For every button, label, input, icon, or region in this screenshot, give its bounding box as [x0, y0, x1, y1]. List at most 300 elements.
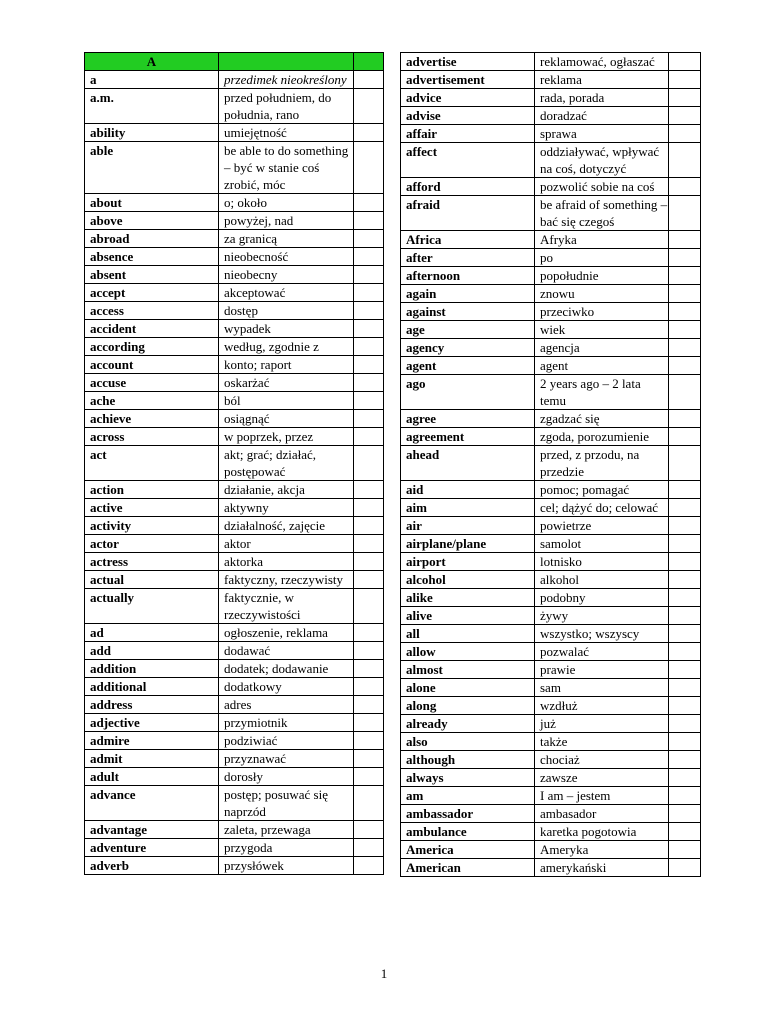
blank-cell [669, 357, 701, 375]
polish-translation: lotnisko [535, 553, 669, 571]
blank-cell [354, 714, 384, 732]
polish-translation: przeciwko [535, 303, 669, 321]
blank-cell [669, 125, 701, 143]
polish-translation: dostęp [219, 302, 354, 320]
blank-cell [669, 823, 701, 841]
blank-cell [669, 625, 701, 643]
vocab-row [401, 71, 701, 89]
polish-translation: wzdłuż [535, 697, 669, 715]
polish-translation: chociaż [535, 751, 669, 769]
blank-cell [354, 320, 384, 338]
blank-cell [669, 751, 701, 769]
english-word: alone [401, 679, 535, 697]
vocab-row [85, 428, 384, 446]
vocab-row [401, 285, 701, 303]
english-word: afraid [401, 196, 535, 231]
polish-translation: be afraid of something – bać się czegoś [535, 196, 669, 231]
polish-translation: działanie, akcja [219, 481, 354, 499]
section-header-cell [354, 53, 384, 71]
english-word: accept [85, 284, 219, 302]
vocab-row [85, 392, 384, 410]
vocab-row [85, 678, 384, 696]
english-word: advice [401, 89, 535, 107]
polish-translation: przyznawać [219, 750, 354, 768]
vocab-row [401, 589, 701, 607]
vocab-row [401, 410, 701, 428]
vocab-row [401, 607, 701, 625]
vocab-row [85, 750, 384, 768]
english-word: adult [85, 768, 219, 786]
english-word: a [85, 71, 219, 89]
polish-translation: popołudnie [535, 267, 669, 285]
polish-translation: ogłoszenie, reklama [219, 624, 354, 642]
english-word: agent [401, 357, 535, 375]
blank-cell [669, 231, 701, 249]
blank-cell [669, 679, 701, 697]
english-word: aid [401, 481, 535, 499]
english-word: airport [401, 553, 535, 571]
polish-translation: podziwiać [219, 732, 354, 750]
blank-cell [354, 517, 384, 535]
vocab-row [401, 143, 701, 178]
vocab-row [401, 375, 701, 410]
english-word: afford [401, 178, 535, 196]
blank-cell [354, 71, 384, 89]
vocab-row [85, 589, 384, 624]
english-word: after [401, 249, 535, 267]
blank-cell [354, 786, 384, 821]
polish-translation: także [535, 733, 669, 751]
vocab-row [401, 428, 701, 446]
vocab-row [401, 679, 701, 697]
polish-translation: ból [219, 392, 354, 410]
vocab-row [401, 643, 701, 661]
blank-cell [669, 769, 701, 787]
polish-translation: przysłówek [219, 857, 354, 875]
english-word: alike [401, 589, 535, 607]
blank-cell [354, 624, 384, 642]
vocab-row [85, 768, 384, 786]
vocab-row [85, 266, 384, 284]
blank-cell [354, 732, 384, 750]
vocab-row [401, 535, 701, 553]
vocab-row [85, 696, 384, 714]
vocab-row [85, 821, 384, 839]
english-word: all [401, 625, 535, 643]
english-word: already [401, 715, 535, 733]
blank-cell [354, 553, 384, 571]
english-word: actress [85, 553, 219, 571]
vocab-row [85, 624, 384, 642]
blank-cell [669, 321, 701, 339]
english-word: above [85, 212, 219, 230]
blank-cell [354, 428, 384, 446]
english-word: action [85, 481, 219, 499]
english-word: American [401, 859, 535, 877]
english-word: affect [401, 143, 535, 178]
blank-cell [669, 499, 701, 517]
blank-cell [669, 841, 701, 859]
english-word: agency [401, 339, 535, 357]
vocab-row [85, 499, 384, 517]
vocab-row [401, 481, 701, 499]
polish-translation: reklama [535, 71, 669, 89]
vocab-row [85, 212, 384, 230]
polish-translation: be able to do something – być w stanie coś zrobić, móc [219, 142, 354, 194]
polish-translation: pomoc; pomagać [535, 481, 669, 499]
vocab-row [85, 124, 384, 142]
polish-translation: pozwalać [535, 643, 669, 661]
polish-translation: znowu [535, 285, 669, 303]
english-word: about [85, 194, 219, 212]
vocab-row [85, 553, 384, 571]
vocab-row [401, 107, 701, 125]
polish-translation: Ameryka [535, 841, 669, 859]
english-word: actual [85, 571, 219, 589]
polish-translation: aktor [219, 535, 354, 553]
english-word: accident [85, 320, 219, 338]
polish-translation: konto; raport [219, 356, 354, 374]
english-word: add [85, 642, 219, 660]
english-word: able [85, 142, 219, 194]
blank-cell [354, 338, 384, 356]
vocab-row [401, 733, 701, 751]
vocab-row [401, 769, 701, 787]
english-word: according [85, 338, 219, 356]
vocab-row [85, 284, 384, 302]
blank-cell [669, 53, 701, 71]
english-word: ad [85, 624, 219, 642]
blank-cell [669, 339, 701, 357]
blank-cell [669, 607, 701, 625]
english-word: along [401, 697, 535, 715]
vocab-row [85, 230, 384, 248]
vocab-row [85, 571, 384, 589]
blank-cell [669, 375, 701, 410]
vocabulary-table-right [400, 52, 701, 877]
polish-translation: wszystko; wszyscy [535, 625, 669, 643]
polish-translation: dodawać [219, 642, 354, 660]
blank-cell [669, 178, 701, 196]
vocab-row [401, 805, 701, 823]
polish-translation: zaleta, przewaga [219, 821, 354, 839]
english-word: agreement [401, 428, 535, 446]
english-word: ability [85, 124, 219, 142]
vocab-row [401, 841, 701, 859]
polish-translation: przed, z przodu, na przedzie [535, 446, 669, 481]
vocab-row [401, 267, 701, 285]
english-word: across [85, 428, 219, 446]
section-letter: A [85, 53, 219, 71]
vocab-row [85, 714, 384, 732]
vocab-row [85, 660, 384, 678]
vocab-row [401, 859, 701, 877]
blank-cell [354, 446, 384, 481]
blank-cell [354, 302, 384, 320]
blank-cell [354, 194, 384, 212]
polish-translation: nieobecność [219, 248, 354, 266]
blank-cell [354, 142, 384, 194]
polish-translation: cel; dążyć do; celować [535, 499, 669, 517]
blank-cell [669, 805, 701, 823]
english-word: allow [401, 643, 535, 661]
english-word: achieve [85, 410, 219, 428]
polish-translation: aktywny [219, 499, 354, 517]
blank-cell [354, 410, 384, 428]
vocab-row [85, 517, 384, 535]
blank-cell [669, 535, 701, 553]
blank-cell [669, 715, 701, 733]
vocab-row [401, 125, 701, 143]
polish-translation: podobny [535, 589, 669, 607]
english-word: affair [401, 125, 535, 143]
blank-cell [354, 821, 384, 839]
english-word: a.m. [85, 89, 219, 124]
vocab-row [85, 857, 384, 875]
vocab-row [85, 446, 384, 481]
english-word: adventure [85, 839, 219, 857]
english-word: advertisement [401, 71, 535, 89]
polish-translation: w poprzek, przez [219, 428, 354, 446]
english-word: airplane/plane [401, 535, 535, 553]
blank-cell [354, 212, 384, 230]
english-word: ahead [401, 446, 535, 481]
english-word: again [401, 285, 535, 303]
polish-translation: żywy [535, 607, 669, 625]
polish-translation: agent [535, 357, 669, 375]
blank-cell [354, 571, 384, 589]
english-word: ache [85, 392, 219, 410]
vocab-row [401, 53, 701, 71]
polish-translation: doradzać [535, 107, 669, 125]
blank-cell [669, 481, 701, 499]
vocab-row [401, 231, 701, 249]
polish-translation: dodatek; dodawanie [219, 660, 354, 678]
polish-translation: reklamować, ogłaszać [535, 53, 669, 71]
polish-translation: oskarżać [219, 374, 354, 392]
english-word: adjective [85, 714, 219, 732]
polish-translation: aktorka [219, 553, 354, 571]
english-word: also [401, 733, 535, 751]
blank-cell [669, 89, 701, 107]
english-word: advantage [85, 821, 219, 839]
blank-cell [354, 89, 384, 124]
vocab-row [401, 751, 701, 769]
page-number: 1 [380, 966, 388, 981]
polish-translation: prawie [535, 661, 669, 679]
vocab-row [85, 356, 384, 374]
blank-cell [354, 374, 384, 392]
polish-translation: po [535, 249, 669, 267]
vocab-row [85, 839, 384, 857]
vocab-row [401, 697, 701, 715]
blank-cell [354, 481, 384, 499]
polish-translation: za granicą [219, 230, 354, 248]
vocab-row [401, 339, 701, 357]
polish-translation: akt; grać; działać, postępować [219, 446, 354, 481]
polish-translation: 2 years ago – 2 lata temu [535, 375, 669, 410]
english-word: activity [85, 517, 219, 535]
blank-cell [669, 196, 701, 231]
blank-cell [354, 230, 384, 248]
english-word: air [401, 517, 535, 535]
blank-cell [354, 266, 384, 284]
polish-translation: agencja [535, 339, 669, 357]
polish-translation: alkohol [535, 571, 669, 589]
vocab-row [85, 142, 384, 194]
blank-cell [669, 733, 701, 751]
polish-translation: Afryka [535, 231, 669, 249]
vocab-row [401, 517, 701, 535]
blank-cell [354, 284, 384, 302]
english-word: access [85, 302, 219, 320]
polish-translation: akceptować [219, 284, 354, 302]
blank-cell [669, 787, 701, 805]
english-word: addition [85, 660, 219, 678]
vocab-row [401, 89, 701, 107]
vocab-row [401, 823, 701, 841]
polish-translation: przed południem, do południa, rano [219, 89, 354, 124]
polish-translation: faktyczny, rzeczywisty [219, 571, 354, 589]
blank-cell [354, 392, 384, 410]
polish-translation: I am – jestem [535, 787, 669, 805]
blank-cell [354, 768, 384, 786]
english-word: abroad [85, 230, 219, 248]
vocabulary-table-left [84, 52, 384, 875]
blank-cell [669, 661, 701, 679]
section-header-cell [219, 53, 354, 71]
vocab-row [85, 71, 384, 89]
blank-cell [669, 285, 701, 303]
vocab-row [85, 320, 384, 338]
blank-cell [669, 249, 701, 267]
english-word: accuse [85, 374, 219, 392]
blank-cell [669, 446, 701, 481]
english-word: additional [85, 678, 219, 696]
polish-translation: wiek [535, 321, 669, 339]
vocab-row [85, 642, 384, 660]
blank-cell [354, 839, 384, 857]
polish-translation: amerykański [535, 859, 669, 877]
blank-cell [669, 589, 701, 607]
vocab-row [85, 481, 384, 499]
blank-cell [354, 642, 384, 660]
polish-translation: powietrze [535, 517, 669, 535]
polish-translation: sam [535, 679, 669, 697]
polish-translation: zgadzać się [535, 410, 669, 428]
blank-cell [669, 410, 701, 428]
section-header-row [85, 53, 384, 71]
polish-translation: sprawa [535, 125, 669, 143]
blank-cell [354, 857, 384, 875]
vocab-row [401, 571, 701, 589]
vocab-row [401, 787, 701, 805]
polish-translation: przedimek nieokreślony [219, 71, 354, 89]
polish-translation: karetka pogotowia [535, 823, 669, 841]
vocab-row [401, 661, 701, 679]
polish-translation: zawsze [535, 769, 669, 787]
english-word: absence [85, 248, 219, 266]
polish-translation: przygoda [219, 839, 354, 857]
english-word: although [401, 751, 535, 769]
polish-translation: wypadek [219, 320, 354, 338]
blank-cell [669, 267, 701, 285]
blank-cell [669, 553, 701, 571]
english-word: actually [85, 589, 219, 624]
polish-translation: osiągnąć [219, 410, 354, 428]
vocab-row [401, 178, 701, 196]
vocab-row [85, 338, 384, 356]
vocab-row [401, 625, 701, 643]
polish-translation: działalność, zajęcie [219, 517, 354, 535]
english-word: afternoon [401, 267, 535, 285]
vocab-row [85, 410, 384, 428]
vocab-row [401, 196, 701, 231]
vocab-row [85, 302, 384, 320]
polish-translation: oddziaływać, wpływać na coś, dotyczyć [535, 143, 669, 178]
polish-translation: dodatkowy [219, 678, 354, 696]
blank-cell [354, 535, 384, 553]
english-word: America [401, 841, 535, 859]
blank-cell [669, 517, 701, 535]
vocab-row [401, 303, 701, 321]
blank-cell [354, 499, 384, 517]
polish-translation: dorosły [219, 768, 354, 786]
blank-cell [354, 124, 384, 142]
blank-cell [669, 428, 701, 446]
polish-translation: według, zgodnie z [219, 338, 354, 356]
blank-cell [669, 143, 701, 178]
polish-translation: umiejętność [219, 124, 354, 142]
english-word: admit [85, 750, 219, 768]
english-word: age [401, 321, 535, 339]
english-word: alive [401, 607, 535, 625]
blank-cell [354, 356, 384, 374]
english-word: active [85, 499, 219, 517]
blank-cell [354, 678, 384, 696]
vocab-row [401, 446, 701, 481]
english-word: admire [85, 732, 219, 750]
vocab-row [401, 715, 701, 733]
english-word: almost [401, 661, 535, 679]
english-word: advise [401, 107, 535, 125]
blank-cell [354, 589, 384, 624]
english-word: absent [85, 266, 219, 284]
english-word: am [401, 787, 535, 805]
polish-translation: o; około [219, 194, 354, 212]
english-word: address [85, 696, 219, 714]
english-word: agree [401, 410, 535, 428]
english-word: Africa [401, 231, 535, 249]
blank-cell [669, 71, 701, 89]
blank-cell [669, 107, 701, 125]
english-word: against [401, 303, 535, 321]
polish-translation: faktycznie, w rzeczywistości [219, 589, 354, 624]
polish-translation: samolot [535, 535, 669, 553]
vocab-row [401, 553, 701, 571]
vocab-row [401, 357, 701, 375]
polish-translation: adres [219, 696, 354, 714]
polish-translation: postęp; posuwać się naprzód [219, 786, 354, 821]
blank-cell [669, 643, 701, 661]
english-word: alcohol [401, 571, 535, 589]
english-word: advertise [401, 53, 535, 71]
english-word: aim [401, 499, 535, 517]
polish-translation: ambasador [535, 805, 669, 823]
blank-cell [354, 660, 384, 678]
vocab-row [401, 499, 701, 517]
polish-translation: zgoda, porozumienie [535, 428, 669, 446]
